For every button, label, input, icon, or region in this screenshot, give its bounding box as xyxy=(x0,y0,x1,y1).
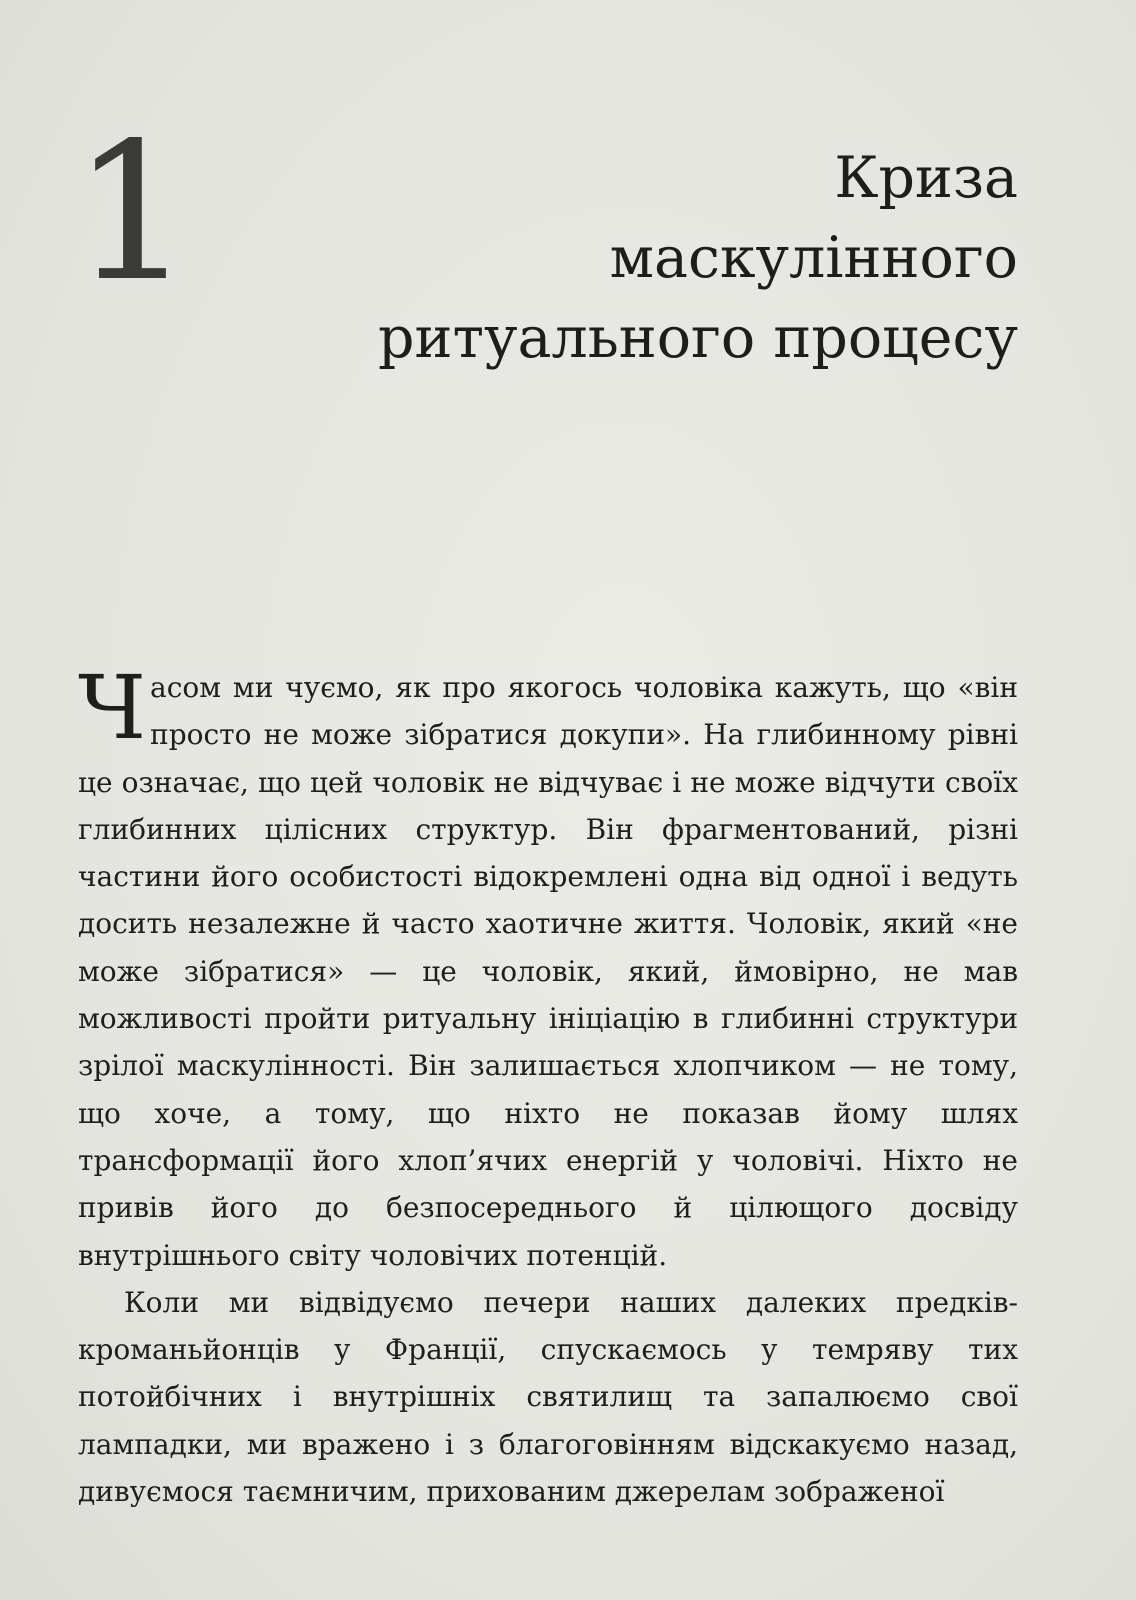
chapter-number: 1 xyxy=(72,102,193,323)
body-text xyxy=(78,656,1018,1515)
chapter-title xyxy=(378,138,1018,378)
chapter-title-line-2: маскулінного xyxy=(609,225,1018,291)
chapter-title-line-1: Криза xyxy=(834,145,1018,211)
paragraph-2: Коли ми відвідуємо печери наших далеких предків-кроманьйонців у Франції, спускаємось у темряву тих потойбічних і внутрішніх святилищ та запалюємо свої лампадки, ми вражено і з благоговінням відскакуємо назад, дивуємося таємничим, прихованим джерелам зображеної xyxy=(78,1285,1018,1509)
chapter-title-line-3: ритуального процесу xyxy=(377,305,1018,371)
drop-cap: Ч xyxy=(78,656,147,759)
paragraph-1 xyxy=(78,656,1018,1279)
paragraph-1-text: асом ми чуємо, як про якогось чоловіка кажуть, що «він просто не може зібратися докупи». На глибинному рівні це означає, що цей чоловік не відчуває і не може відчути своїх глибинних цілісних структур. Він фрагментований, різні частини його особистості відокремлені одна від одної і ведуть досить незалежне й часто хаотичне життя. Чоловік, який «не може зібратися» — це чоловік, який, ймовірно, не мав можливості пройти ритуальну ініціацію в глибинні структури зрілої маскулінності. Він залишається хлопчиком — не тому, що хоче, а тому, що ніхто не показав йому шлях трансформації його хлоп’ячих енергій у чоловічі. Ніхто не привів його до безпосереднього й цілющого досвіду внутрішнього світу чоловічих потенцій. xyxy=(78,671,1018,1272)
